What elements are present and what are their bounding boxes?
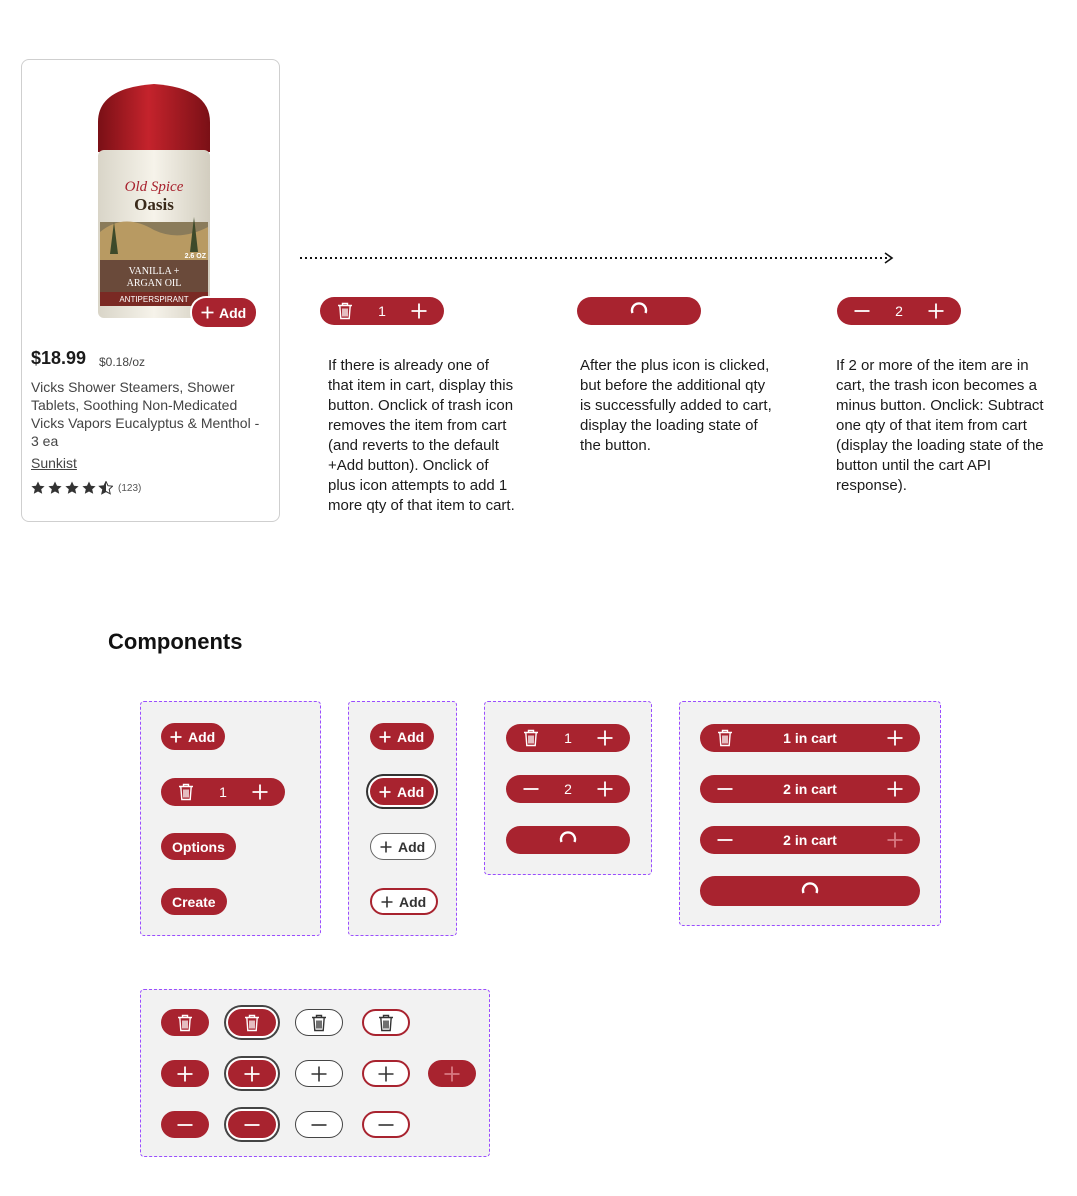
plus-button-outline[interactable] (295, 1060, 343, 1087)
note-two-in-cart: If 2 or more of the item are in cart, the trash icon becomes a minus button. Onclick: Subtract one qty of that item from cart (display the loading state of the button until the cart API response). (836, 357, 1044, 494)
loading-spinner-icon (557, 829, 579, 851)
minus-icon (174, 1114, 196, 1136)
plus-icon (308, 1063, 330, 1085)
add-label: Add (188, 728, 216, 745)
image-scent-line1: VANILLA + (128, 266, 180, 277)
add-button-outline[interactable] (370, 833, 436, 860)
brand-link[interactable]: Sunkist (31, 455, 77, 471)
plus-icon[interactable] (249, 781, 271, 803)
add-button-default[interactable] (370, 723, 434, 750)
minus-button-focused[interactable] (228, 1111, 276, 1138)
options-label: Options (172, 838, 225, 855)
minus-icon[interactable] (714, 829, 736, 851)
add-label: Add (398, 838, 426, 855)
minus-icon[interactable] (520, 778, 542, 800)
in-cart-label: 2 in cart (783, 781, 837, 797)
image-name-text: Oasis (134, 195, 174, 214)
add-label: Add (397, 728, 425, 745)
plus-icon (375, 1063, 397, 1085)
image-brand-text: Old Spice (124, 179, 184, 195)
in-cart-two-max-button (700, 826, 920, 854)
plus-icon[interactable] (408, 300, 430, 322)
star-icons (31, 481, 113, 495)
in-cart-one-button (700, 724, 920, 752)
trash-icon[interactable] (714, 727, 736, 749)
add-button-outline-red[interactable] (370, 888, 438, 915)
review-count: (123) (118, 482, 142, 494)
add-label: Add (399, 893, 427, 910)
minus-icon (308, 1114, 330, 1136)
product-card[interactable] (21, 59, 280, 522)
in-cart-loading-button (700, 876, 920, 906)
trash-icon (174, 1012, 196, 1034)
plus-icon (379, 840, 393, 854)
qty-two-button (837, 297, 961, 325)
qty-two-button (506, 775, 630, 803)
image-type-text: ANTIPERSPIRANT (119, 295, 189, 304)
image-scent-line2: ARGAN OIL (126, 278, 182, 289)
component-frame-add-variants (348, 701, 457, 936)
plus-button-outline-red[interactable] (362, 1060, 410, 1087)
create-label: Create (172, 893, 216, 910)
minus-button-outline[interactable] (295, 1111, 343, 1138)
qty-value: 1 (378, 303, 386, 319)
minus-button-outline-red[interactable] (362, 1111, 410, 1138)
plus-icon (241, 1063, 263, 1085)
trash-icon (241, 1012, 263, 1034)
plus-icon[interactable] (594, 778, 616, 800)
plus-icon[interactable] (884, 778, 906, 800)
trash-button-default[interactable] (161, 1009, 209, 1036)
minus-icon[interactable] (851, 300, 873, 322)
qty-one-button (161, 778, 285, 806)
minus-icon (375, 1114, 397, 1136)
card-add-button[interactable] (192, 298, 256, 327)
trash-button-outline-red[interactable] (362, 1009, 410, 1036)
product-price: $18.99 (31, 348, 87, 368)
qty-one-button (320, 297, 444, 325)
loading-spinner-icon (799, 880, 821, 902)
add-button-focused[interactable] (370, 778, 434, 805)
loading-button (577, 297, 701, 325)
options-button[interactable] (161, 833, 236, 860)
trash-icon (375, 1012, 397, 1034)
unit-price: $0.18/oz (99, 355, 146, 369)
plus-icon (441, 1063, 463, 1085)
qty-value: 2 (564, 781, 572, 797)
plus-icon[interactable] (925, 300, 947, 322)
rating-stars (31, 481, 141, 495)
add-button[interactable] (161, 723, 225, 750)
trash-icon[interactable] (175, 781, 197, 803)
components-heading: Components (108, 629, 243, 654)
add-label: Add (397, 783, 425, 800)
create-button[interactable] (161, 888, 227, 915)
qty-value: 1 (564, 730, 572, 746)
image-size-text: 2.6 OZ (184, 253, 206, 260)
flow-arrow (298, 250, 898, 266)
trash-icon[interactable] (334, 300, 356, 322)
loading-spinner-icon (628, 300, 650, 322)
note-loading: After the plus icon is clicked, but before the additional qty is successfully added to cart, display the loading state of the button. (580, 357, 772, 454)
product-description[interactable]: Vicks Shower Steamers, Shower Tablets, Soothing Non-Medicated Vicks Vapors Eucalyptus & Menthol - 3 ea (31, 379, 260, 449)
loading-button (506, 826, 630, 854)
component-frame-qty (484, 701, 652, 875)
note-one-in-cart: If there is already one of that item in cart, display this button. Onclick of trash icon removes the item from cart (and reverts to the default +Add button). Onclick of plus icon attempts to add 1 more qty of that item to cart. (328, 357, 515, 514)
plus-icon (200, 306, 214, 320)
plus-button-disabled (428, 1060, 476, 1087)
qty-value: 2 (895, 303, 903, 319)
plus-icon-disabled (884, 829, 906, 851)
plus-icon (169, 730, 183, 744)
minus-icon (241, 1114, 263, 1136)
minus-icon[interactable] (714, 778, 736, 800)
plus-button-default[interactable] (161, 1060, 209, 1087)
trash-icon (308, 1012, 330, 1034)
trash-button-focused[interactable] (228, 1009, 276, 1036)
plus-button-focused[interactable] (228, 1060, 276, 1087)
component-frame-icon-buttons (140, 989, 490, 1157)
plus-icon[interactable] (884, 727, 906, 749)
plus-icon (174, 1063, 196, 1085)
qty-value: 1 (219, 784, 227, 800)
component-frame-in-cart (679, 701, 941, 926)
plus-icon (378, 730, 392, 744)
trash-button-outline[interactable] (295, 1009, 343, 1036)
plus-icon (380, 895, 394, 909)
minus-button-default[interactable] (161, 1111, 209, 1138)
plus-icon[interactable] (594, 727, 616, 749)
trash-icon[interactable] (520, 727, 542, 749)
in-cart-label: 2 in cart (783, 832, 837, 848)
component-frame-basic (140, 701, 321, 936)
plus-icon (378, 785, 392, 799)
product-image (94, 82, 214, 320)
card-add-label: Add (219, 304, 247, 321)
in-cart-two-button (700, 775, 920, 803)
in-cart-label: 1 in cart (783, 730, 837, 746)
qty-one-button (506, 724, 630, 752)
